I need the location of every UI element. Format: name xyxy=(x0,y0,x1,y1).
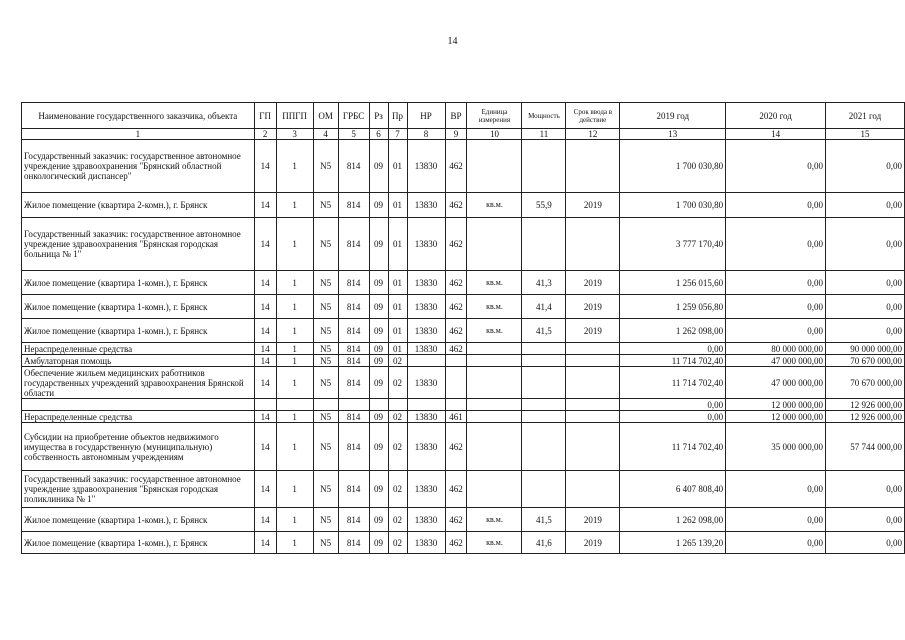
om-cell: N5 xyxy=(313,423,338,471)
capacity-cell: 41,6 xyxy=(522,532,566,554)
nr-cell: 13830 xyxy=(407,471,445,508)
grbs-cell xyxy=(338,399,369,411)
om-cell: N5 xyxy=(313,508,338,532)
om-cell: N5 xyxy=(313,319,338,343)
grbs-cell: 814 xyxy=(338,355,369,367)
ppgp-cell: 1 xyxy=(276,355,313,367)
commission-year-cell xyxy=(566,140,620,193)
header-cell: ОМ xyxy=(313,103,338,129)
grbs-cell: 814 xyxy=(338,193,369,218)
column-number: 3 xyxy=(276,129,313,140)
commission-year-cell xyxy=(566,355,620,367)
om-cell xyxy=(313,399,338,411)
amount-2020-cell: 0,00 xyxy=(726,140,826,193)
grbs-cell: 814 xyxy=(338,508,369,532)
unit-cell: кв.м. xyxy=(467,295,522,319)
amount-2021-cell: 70 670 000,00 xyxy=(826,355,905,367)
column-number: 1 xyxy=(22,129,255,140)
commission-year-cell xyxy=(566,411,620,423)
om-cell: N5 xyxy=(313,367,338,399)
header-cell: Пр xyxy=(388,103,407,129)
ppgp-cell: 1 xyxy=(276,423,313,471)
amount-2019-cell: 0,00 xyxy=(620,399,726,411)
pr-cell: 02 xyxy=(388,532,407,554)
om-cell: N5 xyxy=(313,532,338,554)
commission-year-cell: 2019 xyxy=(566,319,620,343)
vr-cell xyxy=(445,399,467,411)
commission-year-cell xyxy=(566,399,620,411)
unit-cell: кв.м. xyxy=(467,271,522,295)
nr-cell: 13830 xyxy=(407,218,445,271)
gp-cell: 14 xyxy=(254,508,276,532)
object-name-cell: Жилое помещение (квартира 1-комн.), г. Брянск xyxy=(22,532,255,554)
grbs-cell: 814 xyxy=(338,411,369,423)
amount-2019-cell: 1 259 056,80 xyxy=(620,295,726,319)
budget-table xyxy=(21,102,905,554)
object-name-cell: Жилое помещение (квартира 1-комн.), г. Брянск xyxy=(22,295,255,319)
rz-cell: 09 xyxy=(369,295,388,319)
amount-2020-cell: 0,00 xyxy=(726,295,826,319)
rz-cell: 09 xyxy=(369,471,388,508)
unit-cell xyxy=(467,343,522,355)
header-cell: ГП xyxy=(254,103,276,129)
table-row xyxy=(22,399,905,411)
gp-cell: 14 xyxy=(254,471,276,508)
nr-cell xyxy=(407,399,445,411)
ppgp-cell: 1 xyxy=(276,367,313,399)
table-row xyxy=(22,140,905,193)
amount-2021-cell: 70 670 000,00 xyxy=(826,367,905,399)
object-name-cell: Амбулаторная помощь xyxy=(22,355,255,367)
gp-cell xyxy=(254,399,276,411)
header-cell: Рз xyxy=(369,103,388,129)
unit-cell: кв.м. xyxy=(467,319,522,343)
nr-cell: 13830 xyxy=(407,532,445,554)
om-cell: N5 xyxy=(313,295,338,319)
amount-2020-cell: 0,00 xyxy=(726,218,826,271)
unit-cell xyxy=(467,355,522,367)
grbs-cell: 814 xyxy=(338,218,369,271)
ppgp-cell xyxy=(276,399,313,411)
column-number: 4 xyxy=(313,129,338,140)
table-row xyxy=(22,411,905,423)
column-number: 10 xyxy=(467,129,522,140)
object-name-cell: Жилое помещение (квартира 2-комн.), г. Брянск xyxy=(22,193,255,218)
rz-cell: 09 xyxy=(369,411,388,423)
grbs-cell: 814 xyxy=(338,367,369,399)
pr-cell: 01 xyxy=(388,140,407,193)
capacity-cell xyxy=(522,411,566,423)
amount-2019-cell: 11 714 702,40 xyxy=(620,423,726,471)
nr-cell: 13830 xyxy=(407,319,445,343)
table-row xyxy=(22,471,905,508)
capacity-cell: 41,5 xyxy=(522,508,566,532)
om-cell: N5 xyxy=(313,411,338,423)
column-number: 13 xyxy=(620,129,726,140)
table-body xyxy=(22,140,905,554)
amount-2020-cell: 47 000 000,00 xyxy=(726,355,826,367)
om-cell: N5 xyxy=(313,271,338,295)
column-number: 7 xyxy=(388,129,407,140)
grbs-cell: 814 xyxy=(338,295,369,319)
header-cell: ППГП xyxy=(276,103,313,129)
capacity-cell xyxy=(522,218,566,271)
column-number: 11 xyxy=(522,129,566,140)
unit-cell: кв.м. xyxy=(467,508,522,532)
header-cell: ВР xyxy=(445,103,467,129)
vr-cell: 462 xyxy=(445,343,467,355)
gp-cell: 14 xyxy=(254,193,276,218)
pr-cell: 02 xyxy=(388,367,407,399)
amount-2019-cell: 11 714 702,40 xyxy=(620,367,726,399)
rz-cell: 09 xyxy=(369,355,388,367)
rz-cell: 09 xyxy=(369,423,388,471)
column-number: 8 xyxy=(407,129,445,140)
column-number: 12 xyxy=(566,129,620,140)
amount-2021-cell: 0,00 xyxy=(826,508,905,532)
amount-2021-cell: 0,00 xyxy=(826,140,905,193)
ppgp-cell: 1 xyxy=(276,140,313,193)
om-cell: N5 xyxy=(313,193,338,218)
table-row xyxy=(22,271,905,295)
amount-2021-cell: 12 926 000,00 xyxy=(826,399,905,411)
amount-2019-cell: 1 265 139,20 xyxy=(620,532,726,554)
amount-2019-cell: 0,00 xyxy=(620,343,726,355)
commission-year-cell: 2019 xyxy=(566,193,620,218)
ppgp-cell: 1 xyxy=(276,218,313,271)
grbs-cell: 814 xyxy=(338,423,369,471)
grbs-cell: 814 xyxy=(338,271,369,295)
amount-2021-cell: 90 000 000,00 xyxy=(826,343,905,355)
object-name-cell: Жилое помещение (квартира 1-комн.), г. Брянск xyxy=(22,508,255,532)
amount-2019-cell: 1 262 098,00 xyxy=(620,508,726,532)
gp-cell: 14 xyxy=(254,271,276,295)
amount-2020-cell: 12 000 000,00 xyxy=(726,411,826,423)
column-number: 5 xyxy=(338,129,369,140)
table-row xyxy=(22,355,905,367)
column-number: 9 xyxy=(445,129,467,140)
table-row xyxy=(22,343,905,355)
rz-cell: 09 xyxy=(369,343,388,355)
amount-2020-cell: 35 000 000,00 xyxy=(726,423,826,471)
vr-cell: 462 xyxy=(445,295,467,319)
capacity-cell: 41,4 xyxy=(522,295,566,319)
capacity-cell: 41,3 xyxy=(522,271,566,295)
nr-cell: 13830 xyxy=(407,271,445,295)
amount-2020-cell: 0,00 xyxy=(726,471,826,508)
vr-cell xyxy=(445,367,467,399)
nr-cell: 13830 xyxy=(407,193,445,218)
pr-cell xyxy=(388,399,407,411)
unit-cell xyxy=(467,423,522,471)
vr-cell: 462 xyxy=(445,271,467,295)
pr-cell: 02 xyxy=(388,355,407,367)
capacity-cell xyxy=(522,471,566,508)
pr-cell: 01 xyxy=(388,343,407,355)
ppgp-cell: 1 xyxy=(276,508,313,532)
ppgp-cell: 1 xyxy=(276,295,313,319)
amount-2021-cell: 0,00 xyxy=(826,471,905,508)
column-number: 6 xyxy=(369,129,388,140)
commission-year-cell xyxy=(566,423,620,471)
rz-cell: 09 xyxy=(369,140,388,193)
table-row xyxy=(22,423,905,471)
commission-year-cell: 2019 xyxy=(566,532,620,554)
table-header-row xyxy=(22,103,905,129)
pr-cell: 02 xyxy=(388,471,407,508)
pr-cell: 02 xyxy=(388,508,407,532)
gp-cell: 14 xyxy=(254,295,276,319)
commission-year-cell xyxy=(566,343,620,355)
nr-cell: 13830 xyxy=(407,508,445,532)
commission-year-cell: 2019 xyxy=(566,508,620,532)
pr-cell: 01 xyxy=(388,295,407,319)
grbs-cell: 814 xyxy=(338,471,369,508)
gp-cell: 14 xyxy=(254,411,276,423)
table-row xyxy=(22,193,905,218)
capacity-cell xyxy=(522,423,566,471)
om-cell: N5 xyxy=(313,471,338,508)
om-cell: N5 xyxy=(313,218,338,271)
header-cell: НР xyxy=(407,103,445,129)
header-cell: ГРБС xyxy=(338,103,369,129)
amount-2019-cell: 1 700 030,80 xyxy=(620,193,726,218)
ppgp-cell: 1 xyxy=(276,193,313,218)
table-row xyxy=(22,295,905,319)
object-name-cell: Жилое помещение (квартира 1-комн.), г. Брянск xyxy=(22,319,255,343)
nr-cell: 13830 xyxy=(407,343,445,355)
unit-cell xyxy=(467,218,522,271)
pr-cell: 01 xyxy=(388,218,407,271)
rz-cell: 09 xyxy=(369,218,388,271)
unit-cell xyxy=(467,399,522,411)
pr-cell: 01 xyxy=(388,319,407,343)
table-row xyxy=(22,218,905,271)
amount-2019-cell: 0,00 xyxy=(620,411,726,423)
grbs-cell: 814 xyxy=(338,343,369,355)
amount-2020-cell: 0,00 xyxy=(726,532,826,554)
gp-cell: 14 xyxy=(254,355,276,367)
vr-cell: 462 xyxy=(445,218,467,271)
rz-cell: 09 xyxy=(369,532,388,554)
grbs-cell: 814 xyxy=(338,140,369,193)
rz-cell: 09 xyxy=(369,367,388,399)
capacity-cell xyxy=(522,355,566,367)
vr-cell: 462 xyxy=(445,140,467,193)
rz-cell: 09 xyxy=(369,193,388,218)
ppgp-cell: 1 xyxy=(276,343,313,355)
header-cell: Единица измерения xyxy=(467,103,522,129)
unit-cell: кв.м. xyxy=(467,532,522,554)
amount-2021-cell: 0,00 xyxy=(826,295,905,319)
ppgp-cell: 1 xyxy=(276,532,313,554)
rz-cell xyxy=(369,399,388,411)
rz-cell: 09 xyxy=(369,271,388,295)
amount-2021-cell: 0,00 xyxy=(826,193,905,218)
amount-2021-cell: 0,00 xyxy=(826,271,905,295)
capacity-cell xyxy=(522,140,566,193)
commission-year-cell xyxy=(566,367,620,399)
vr-cell: 462 xyxy=(445,319,467,343)
amount-2021-cell: 0,00 xyxy=(826,532,905,554)
object-name-cell: Субсидии на приобретение объектов недвижимого имущества в государственную (муниципальную) собственность автономным учреждениям xyxy=(22,423,255,471)
unit-cell: кв.м. xyxy=(467,193,522,218)
column-number: 15 xyxy=(826,129,905,140)
amount-2020-cell: 0,00 xyxy=(726,508,826,532)
vr-cell xyxy=(445,355,467,367)
unit-cell xyxy=(467,411,522,423)
table-row xyxy=(22,532,905,554)
commission-year-cell: 2019 xyxy=(566,271,620,295)
pr-cell: 01 xyxy=(388,271,407,295)
unit-cell xyxy=(467,471,522,508)
nr-cell: 13830 xyxy=(407,140,445,193)
header-cell: Мощность xyxy=(522,103,566,129)
vr-cell: 462 xyxy=(445,508,467,532)
om-cell: N5 xyxy=(313,140,338,193)
ppgp-cell: 1 xyxy=(276,271,313,295)
amount-2020-cell: 0,00 xyxy=(726,271,826,295)
object-name-cell: Государственный заказчик: государственное автономное учреждение здравоохранения "Брянская городская больница № 1" xyxy=(22,218,255,271)
amount-2021-cell: 12 926 000,00 xyxy=(826,411,905,423)
gp-cell: 14 xyxy=(254,140,276,193)
nr-cell: 13830 xyxy=(407,367,445,399)
object-name-cell: Нераспределенные средства xyxy=(22,411,255,423)
nr-cell: 13830 xyxy=(407,295,445,319)
nr-cell xyxy=(407,355,445,367)
ppgp-cell: 1 xyxy=(276,319,313,343)
header-cell: 2021 год xyxy=(826,103,905,129)
amount-2019-cell: 3 777 170,40 xyxy=(620,218,726,271)
column-number: 2 xyxy=(254,129,276,140)
vr-cell: 462 xyxy=(445,532,467,554)
grbs-cell: 814 xyxy=(338,532,369,554)
commission-year-cell xyxy=(566,218,620,271)
vr-cell: 462 xyxy=(445,423,467,471)
amount-2019-cell: 1 700 030,80 xyxy=(620,140,726,193)
header-cell: Наименование государственного заказчика, объекта xyxy=(22,103,255,129)
amount-2021-cell: 0,00 xyxy=(826,218,905,271)
rz-cell: 09 xyxy=(369,508,388,532)
pr-cell: 02 xyxy=(388,411,407,423)
ppgp-cell: 1 xyxy=(276,471,313,508)
pr-cell: 02 xyxy=(388,423,407,471)
amount-2020-cell: 12 000 000,00 xyxy=(726,399,826,411)
object-name-cell: Государственный заказчик: государственное автономное учреждение здравоохранения "Брянский областной онкологический диспансер" xyxy=(22,140,255,193)
amount-2020-cell: 0,00 xyxy=(726,319,826,343)
header-cell: 2020 год xyxy=(726,103,826,129)
object-name-cell xyxy=(22,399,255,411)
nr-cell: 13830 xyxy=(407,423,445,471)
column-number: 14 xyxy=(726,129,826,140)
amount-2020-cell: 0,00 xyxy=(726,193,826,218)
amount-2019-cell: 11 714 702,40 xyxy=(620,355,726,367)
amount-2019-cell: 6 407 808,40 xyxy=(620,471,726,508)
object-name-cell: Нераспределенные средства xyxy=(22,343,255,355)
object-name-cell: Обеспечение жильем медицинских работников государственных учреждений здравоохранения Брянской области xyxy=(22,367,255,399)
amount-2019-cell: 1 262 098,00 xyxy=(620,319,726,343)
om-cell: N5 xyxy=(313,355,338,367)
unit-cell xyxy=(467,367,522,399)
rz-cell: 09 xyxy=(369,319,388,343)
page-number: 14 xyxy=(447,36,458,47)
vr-cell: 462 xyxy=(445,193,467,218)
header-cell: Срок ввода в действие xyxy=(566,103,620,129)
table-row xyxy=(22,319,905,343)
capacity-cell: 41,5 xyxy=(522,319,566,343)
nr-cell: 13830 xyxy=(407,411,445,423)
commission-year-cell: 2019 xyxy=(566,295,620,319)
column-number-row xyxy=(22,129,905,140)
capacity-cell: 55,9 xyxy=(522,193,566,218)
gp-cell: 14 xyxy=(254,367,276,399)
table-row xyxy=(22,367,905,399)
vr-cell: 461 xyxy=(445,411,467,423)
ppgp-cell: 1 xyxy=(276,411,313,423)
gp-cell: 14 xyxy=(254,218,276,271)
commission-year-cell xyxy=(566,471,620,508)
object-name-cell: Государственный заказчик: государственное автономное учреждение здравоохранения "Брянская городская поликлиника № 1" xyxy=(22,471,255,508)
gp-cell: 14 xyxy=(254,532,276,554)
capacity-cell xyxy=(522,367,566,399)
gp-cell: 14 xyxy=(254,423,276,471)
amount-2020-cell: 47 000 000,00 xyxy=(726,367,826,399)
gp-cell: 14 xyxy=(254,343,276,355)
vr-cell: 462 xyxy=(445,471,467,508)
om-cell: N5 xyxy=(313,343,338,355)
amount-2020-cell: 80 000 000,00 xyxy=(726,343,826,355)
object-name-cell: Жилое помещение (квартира 1-комн.), г. Брянск xyxy=(22,271,255,295)
pr-cell: 01 xyxy=(388,193,407,218)
amount-2019-cell: 1 256 015,60 xyxy=(620,271,726,295)
gp-cell: 14 xyxy=(254,319,276,343)
unit-cell xyxy=(467,140,522,193)
grbs-cell: 814 xyxy=(338,319,369,343)
table-row xyxy=(22,508,905,532)
amount-2021-cell: 0,00 xyxy=(826,319,905,343)
amount-2021-cell: 57 744 000,00 xyxy=(826,423,905,471)
capacity-cell xyxy=(522,343,566,355)
header-cell: 2019 год xyxy=(620,103,726,129)
capacity-cell xyxy=(522,399,566,411)
